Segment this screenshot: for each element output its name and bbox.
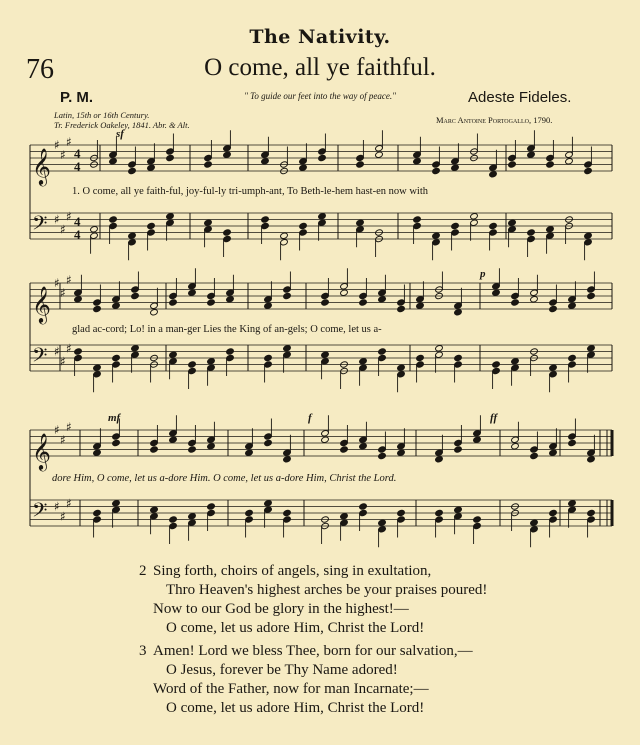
- note-head: [283, 509, 292, 516]
- note-head: [375, 151, 384, 158]
- note-head: [147, 222, 156, 229]
- sharp-icon: ♯: [60, 147, 66, 162]
- note-head: [112, 439, 121, 446]
- sharp-icon: ♯: [60, 509, 66, 524]
- note-head: [397, 364, 406, 371]
- note-head: [359, 358, 368, 365]
- note-head: [454, 354, 463, 361]
- note-head: [340, 289, 349, 296]
- note-head: [245, 509, 254, 516]
- note-head: [207, 358, 216, 365]
- note-head: [321, 436, 330, 443]
- note-head: [112, 302, 121, 309]
- verse-2-line-4: O come, let us adore Him, Christ the Lord!: [166, 620, 425, 636]
- note-head: [131, 345, 140, 352]
- verse-2-line-3: Now to our God be glory in the highest!—: [153, 601, 409, 617]
- note-head: [264, 354, 273, 361]
- note-head: [188, 513, 197, 520]
- note-head: [489, 222, 498, 229]
- time-signature-top: 4: [74, 146, 81, 161]
- note-head: [587, 292, 596, 299]
- sharp-icon: ♯: [54, 276, 60, 290]
- note-head: [207, 503, 216, 510]
- note-head: [169, 516, 178, 523]
- note-head: [568, 302, 577, 309]
- note-head: [340, 446, 349, 453]
- note-head: [226, 296, 235, 303]
- note-head: [93, 449, 102, 456]
- note-head: [299, 222, 308, 229]
- note-head: [508, 219, 517, 226]
- verse-2-line-2: Thro Heaven's highest arches be your praises poured!: [166, 582, 488, 598]
- treble-clef-icon: 𝄞: [32, 147, 51, 185]
- note-head: [112, 354, 121, 361]
- note-head: [359, 503, 368, 510]
- bass-clef-icon: 𝄢: [32, 498, 48, 527]
- note-head: [587, 509, 596, 516]
- note-head: [492, 361, 501, 368]
- note-head: [587, 456, 596, 463]
- note-head: [568, 354, 577, 361]
- note-head: [565, 158, 574, 165]
- time-signature-bottom: 4: [74, 159, 81, 174]
- sharp-icon: ♯: [60, 432, 66, 447]
- note-head: [546, 161, 555, 168]
- lyrics-system-2: glad ac-cord; Lo! in a man-ger Lies the King of an-gels; O come, let us a-: [72, 324, 382, 335]
- note-head: [527, 229, 536, 236]
- dynamic-f: f: [308, 412, 312, 424]
- dynamic-ff: ff: [490, 412, 498, 424]
- verse-2-number: 2: [139, 563, 147, 579]
- sharp-icon: ♯: [66, 419, 72, 434]
- sharp-icon: ♯: [54, 344, 60, 359]
- note-head: [454, 446, 463, 453]
- note-head: [226, 348, 235, 355]
- composer: Marc Antoine Portogallo, 1790.: [436, 115, 553, 125]
- sharp-icon: ♯: [66, 134, 72, 149]
- note-head: [359, 299, 368, 306]
- note-head: [147, 164, 156, 171]
- lyrics-system-3: dore Him, O come, let us a-dore Him. O come, let us a-dore Him, Christ the Lord.: [52, 473, 397, 484]
- note-head: [223, 229, 232, 236]
- note-head: [204, 161, 213, 168]
- verse-3-line-2: O Jesus, forever be Thy Name adored!: [166, 662, 398, 678]
- treble-clef-icon: 𝄞: [32, 285, 51, 323]
- sharp-icon: ♯: [54, 212, 60, 227]
- note-head: [568, 439, 577, 446]
- note-head: [378, 296, 387, 303]
- sharp-icon: ♯: [66, 341, 72, 356]
- note-head: [223, 151, 232, 158]
- note-head: [530, 296, 539, 303]
- note-head: [283, 292, 292, 299]
- note-head: [492, 289, 501, 296]
- verse-3-line-4: O come, let us adore Him, Christ the Lord!: [166, 700, 425, 716]
- verse-3-number: 3: [139, 643, 147, 659]
- note-head: [568, 500, 577, 507]
- note-head: [93, 509, 102, 516]
- note-head: [587, 345, 596, 352]
- note-head: [397, 305, 406, 312]
- time-signature-top: 4: [74, 214, 81, 229]
- bass-clef-icon: 𝄢: [32, 211, 48, 240]
- note-head: [511, 358, 520, 365]
- meter-label: P. M.: [60, 89, 94, 106]
- note-head: [188, 446, 197, 453]
- note-head: [169, 436, 178, 443]
- lyrics-system-1: 1. O come, all ye faith-ful, joy-ful-ly tri-umph-ant, To Beth-le-hem hast-en now with: [72, 186, 428, 197]
- tune-name: Adeste Fideles.: [468, 89, 572, 106]
- note-head: [264, 302, 273, 309]
- note-head: [283, 456, 292, 463]
- note-head: [74, 348, 83, 355]
- source-line-1: Latin, 15th or 16th Century.: [54, 110, 150, 120]
- sharp-icon: ♯: [60, 222, 66, 237]
- note-head: [511, 443, 520, 450]
- section-title: The Nativity.: [249, 26, 391, 48]
- note-head: [397, 509, 406, 516]
- note-head: [150, 446, 159, 453]
- note-head: [204, 219, 213, 226]
- note-head: [128, 167, 137, 174]
- note-head: [150, 309, 159, 316]
- note-head: [432, 167, 441, 174]
- note-head: [340, 513, 349, 520]
- note-head: [549, 449, 558, 456]
- note-head: [169, 299, 178, 306]
- note-head: [207, 299, 216, 306]
- note-head: [454, 506, 463, 513]
- note-head: [109, 158, 118, 165]
- note-head: [261, 216, 270, 223]
- note-head: [150, 506, 159, 513]
- note-head: [511, 299, 520, 306]
- note-head: [435, 345, 444, 352]
- note-head: [261, 158, 270, 165]
- note-head: [109, 216, 118, 223]
- sharp-icon: ♯: [54, 138, 60, 152]
- note-head: [413, 158, 422, 165]
- dynamic-mf: mf: [108, 412, 121, 424]
- note-head: [549, 364, 558, 371]
- note-head: [280, 232, 289, 239]
- note-head: [166, 213, 175, 220]
- note-head: [356, 219, 365, 226]
- note-head: [454, 309, 463, 316]
- note-head: [397, 449, 406, 456]
- note-head: [321, 299, 330, 306]
- note-head: [90, 226, 99, 233]
- note-head: [318, 213, 327, 220]
- note-head: [413, 216, 422, 223]
- verse-3-line-3: Word of the Father, now for man Incarnate;—: [153, 681, 429, 697]
- note-head: [207, 443, 216, 450]
- sharp-icon: ♯: [66, 209, 72, 224]
- note-head: [451, 222, 460, 229]
- note-head: [549, 305, 558, 312]
- sharp-icon: ♯: [60, 354, 66, 369]
- note-head: [264, 500, 273, 507]
- note-head: [470, 213, 479, 220]
- note-head: [435, 509, 444, 516]
- note-head: [166, 154, 175, 161]
- note-head: [93, 305, 102, 312]
- note-head: [359, 443, 368, 450]
- note-head: [416, 302, 425, 309]
- note-head: [321, 351, 330, 358]
- note-head: [283, 345, 292, 352]
- note-head: [473, 516, 482, 523]
- source-line-2: Tr. Frederick Oakeley, 1841. Abr. & Alt.: [54, 120, 190, 130]
- note-head: [546, 226, 555, 233]
- note-head: [112, 500, 121, 507]
- bass-clef-icon: 𝄢: [32, 343, 48, 372]
- note-head: [489, 171, 498, 178]
- note-head: [473, 436, 482, 443]
- note-head: [416, 354, 425, 361]
- note-head: [299, 164, 308, 171]
- note-head: [527, 151, 536, 158]
- note-head: [530, 519, 539, 526]
- note-head: [169, 351, 178, 358]
- note-head: [378, 519, 387, 526]
- note-head: [508, 161, 517, 168]
- sharp-icon: ♯: [66, 272, 72, 287]
- dynamic-p: p: [480, 268, 486, 280]
- note-head: [188, 289, 197, 296]
- note-head: [378, 348, 387, 355]
- verse-3-line-1: Amen! Lord we bless Thee, born for our salvation,—: [153, 643, 473, 659]
- note-head: [93, 364, 102, 371]
- dynamic-sf: sf: [116, 128, 124, 140]
- note-head: [432, 232, 441, 239]
- note-head: [356, 161, 365, 168]
- note-head: [549, 509, 558, 516]
- note-head: [451, 164, 460, 171]
- note-head: [188, 361, 197, 368]
- hymn-number: 76: [26, 54, 54, 85]
- note-head: [584, 232, 593, 239]
- note-head: [128, 232, 137, 239]
- note-head: [584, 167, 593, 174]
- note-head: [131, 292, 140, 299]
- note-head: [530, 452, 539, 459]
- verse-2-line-1: Sing forth, choirs of angels, sing in exultation,: [153, 563, 432, 579]
- sharp-icon: ♯: [54, 423, 60, 437]
- note-head: [74, 296, 83, 303]
- note-head: [435, 456, 444, 463]
- sharp-icon: ♯: [60, 285, 66, 300]
- note-head: [264, 439, 273, 446]
- epigraph: " To guide our feet into the way of peace.": [244, 91, 396, 101]
- hymn-title: O come, all ye faithful.: [204, 54, 436, 81]
- sharp-icon: ♯: [66, 496, 72, 511]
- time-signature-bottom: 4: [74, 227, 81, 242]
- treble-clef-icon: 𝄞: [32, 432, 51, 470]
- sharp-icon: ♯: [54, 499, 60, 514]
- note-head: [378, 452, 387, 459]
- note-head: [245, 449, 254, 456]
- note-head: [318, 154, 327, 161]
